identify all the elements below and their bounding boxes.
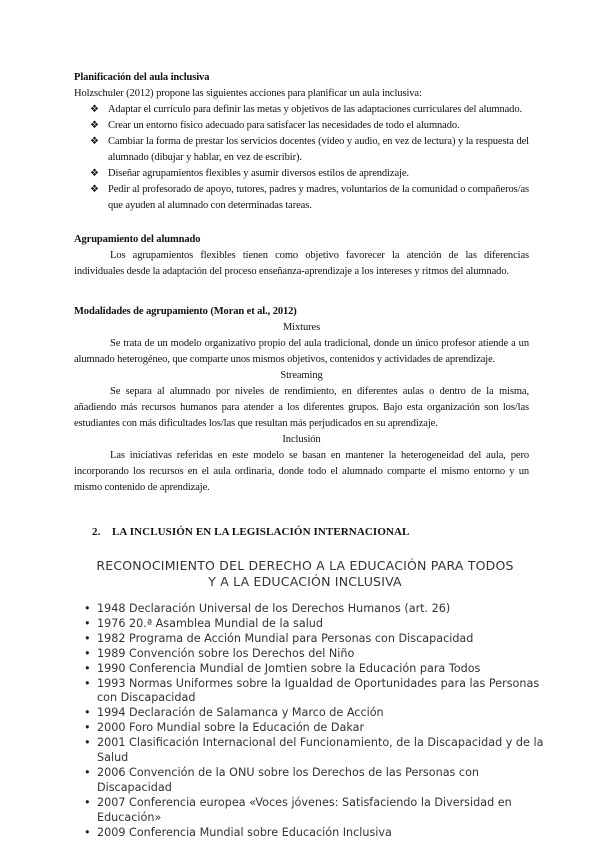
diamond-bullet-icon: ❖ bbox=[90, 184, 99, 195]
bullet-icon: • bbox=[84, 721, 91, 735]
agrupamiento-text: Los agrupamientos flexibles tienen como objetivo favorecer la atención de las diferencias individuales desde la adaptación del proceso enseñanza-aprendizaje a los intereses y ritmos del alumnado. bbox=[74, 250, 529, 277]
bullet-icon: • bbox=[84, 616, 91, 630]
list-item: ❖ Cambiar la forma de prestar los servicios docentes (vídeo y audio, en vez de lectura) y la respuesta del alumnado (dibujar y hablar, en vez de escribir). bbox=[90, 136, 529, 163]
bullet-icon: • bbox=[84, 676, 91, 690]
diamond-bullet-icon: ❖ bbox=[90, 120, 99, 131]
section-title: LA INCLUSIÓN EN LA LEGISLACIÓN INTERNACIONAL bbox=[112, 526, 410, 538]
diamond-bullet-icon: ❖ bbox=[90, 136, 99, 147]
bullet-icon: • bbox=[84, 646, 91, 660]
planificacion-intro: Holzschuler (2012) propone las siguientes acciones para planificar un aula inclusiva: bbox=[74, 88, 422, 99]
bullet-icon: • bbox=[84, 602, 91, 615]
agrupamiento-heading: Agrupamiento del alumnado bbox=[74, 234, 201, 245]
bullet-icon: • bbox=[84, 765, 91, 779]
mixtures-text: Se trata de un modelo organizativo propio del aula tradicional, donde un único profesor atiende a un alumnado heterogéneo, que comparte unos mismos objetivos, contenidos y actividades de aprendizaje. bbox=[74, 338, 529, 365]
inclusion-title: Inclusión bbox=[282, 434, 321, 445]
list-item: • 1990 Conferencia Mundial de Jomtien sobre la Educación para Todos bbox=[84, 661, 481, 675]
bullet-icon: • bbox=[84, 825, 91, 839]
list-item: • 1982 Programa de Acción Mundial para Personas con Discapacidad bbox=[84, 631, 474, 645]
streaming-title: Streaming bbox=[280, 370, 323, 381]
list-item: • 2000 Foro Mundial sobre la Educación de Dakar bbox=[84, 721, 365, 735]
list-item: ❖ Diseñar agrupamientos flexibles y asumir diversos estilos de aprendizaje. bbox=[74, 166, 529, 182]
list-item: ❖ Crear un entorno físico adecuado para satisfacer las necesidades de todo el alumnado. bbox=[74, 118, 529, 134]
streaming-text: Se separa al alumnado por niveles de rendimiento, en diferentes aulas o dentro de la misma, añadiendo más recursos humanos para atender a los diferentes grupos. Bajo esta organización son los/las estudiantes con más dificultades los/las que resultan más perjudicados en su aprendizaje. bbox=[74, 386, 529, 429]
list-item: • 2007 Conferencia europea «Voces jóvenes: Satisfaciendo la Diversidad en Educación» bbox=[84, 795, 512, 824]
list-item: • 1994 Declaración de Salamanca y Marco de Acción bbox=[84, 706, 384, 720]
planificacion-section bbox=[74, 70, 529, 214]
slide-title: RECONOCIMIENTO DEL DERECHO A LA EDUCACIÓN PARA TODOS Y A LA EDUCACIÓN INCLUSIVA bbox=[96, 558, 514, 589]
list-item: • 2006 Convención de la ONU sobre los Derechos de las Personas con Discapacidad bbox=[84, 765, 480, 794]
list-item: • 2009 Conferencia Mundial sobre Educación Inclusiva bbox=[84, 825, 392, 839]
slide-legislation-list bbox=[84, 602, 544, 841]
bullet-icon: • bbox=[84, 706, 91, 720]
list-item: ❖ Adaptar el currículo para definir las metas y objetivos de las adaptaciones curriculares del alumnado. bbox=[74, 102, 529, 118]
bullet-icon: • bbox=[84, 661, 91, 675]
list-item: • 1948 Declaración Universal de los Derechos Humanos (art. 26) bbox=[84, 602, 451, 615]
bullet-icon: • bbox=[84, 736, 91, 750]
inclusion-text: Las iniciativas referidas en este modelo se basan en mantener la heterogeneidad del aula, pero incorporando los recursos en el aula ordinaria, donde todo el alumnado comparte el mismo entorno y un mismo contenido de aprendizaje. bbox=[74, 450, 529, 493]
bullet-icon: • bbox=[84, 631, 91, 645]
mixtures-title: Mixtures bbox=[282, 322, 321, 333]
planificacion-heading: Planificación del aula inclusiva bbox=[74, 72, 210, 83]
list-item: • 2001 Clasificación Internacional del Funcionamiento, de la Discapacidad y de la Salud bbox=[84, 736, 544, 765]
diamond-bullet-icon: ❖ bbox=[90, 104, 99, 115]
modalidades-section bbox=[74, 304, 529, 496]
list-item: ❖ Pedir al profesorado de apoyo, tutores, padres y madres, voluntarios de la comunidad o compañeros/as que ayuden al alumnado con determinadas tareas. bbox=[90, 184, 529, 211]
section-2-heading bbox=[92, 526, 410, 538]
diamond-bullet-icon: ❖ bbox=[90, 168, 99, 179]
bullet-icon: • bbox=[84, 795, 91, 809]
list-item: • 1976 20.ª Asamblea Mundial de la salud bbox=[84, 616, 323, 630]
section-number: 2. bbox=[92, 526, 101, 538]
planificacion-list bbox=[74, 102, 529, 214]
list-item: • 1993 Normas Uniformes sobre la Igualdad de Oportunidades para las Personas con Discapacidad bbox=[84, 676, 540, 705]
modalidades-heading: Modalidades de agrupamiento (Moran et al., 2012) bbox=[74, 306, 297, 317]
list-item: • 1989 Convención sobre los Derechos del Niño bbox=[84, 646, 355, 660]
agrupamiento-section bbox=[74, 232, 529, 280]
